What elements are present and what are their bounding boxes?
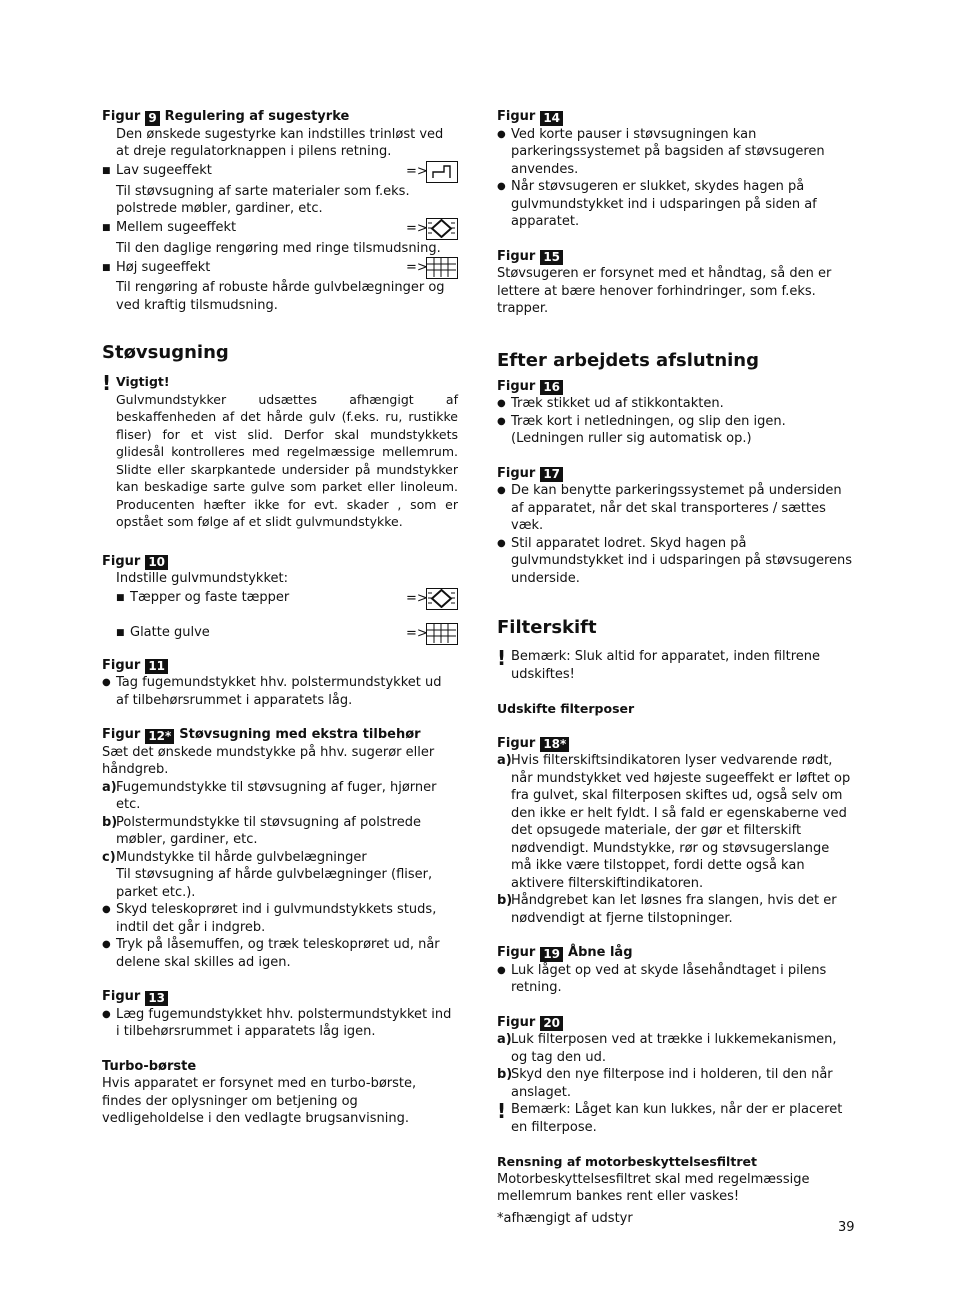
hard-floor-icon [426,623,458,645]
suction-low-desc: Til støvsugning af sarte materialer som f.eks. polstrede møbler, gardiner, etc. [116,183,410,216]
suction-low-label: Lav sugeeffekt [116,163,212,178]
suction-high-label: Høj sugeeffekt [116,259,211,275]
right-column [497,108,853,1206]
suction-medium-row: ■ Mellem sugeeffekt => [102,218,458,240]
list-item: ● Læg fugemundstykket hhv. polstermundstykket ind i tilbehørsrummet i apparatets låg igen. [102,1006,452,1039]
suction-high-row: ■ Høj sugeeffekt => [102,257,458,279]
figure-16-heading: Figur 16 [497,378,853,396]
list-item: a) Fugemundstykke til støvsugning af fuger, hjørner etc. [102,779,437,812]
figure-title: Støvsugning med ekstra tilbehør [179,727,421,742]
figure-17-heading: Figur 17 [497,465,853,483]
carpet-icon [426,588,458,610]
list-item: ● Stil apparatet lodret. Skyd hagen på gulvmundstykket ind i udsparingen på støvsugerens underside. [497,535,853,586]
soft-nozzle-icon [426,161,458,183]
list-item: ● Skyd teleskoprøret ind i gulvmundstykkets studs, indtil det går i indgreb. [102,902,437,935]
figure-title: Regulering af sugestyrke [164,109,350,124]
warning-icon: ! [497,646,507,670]
turbo-brush-heading: Turbo-børste [102,1058,197,1074]
smooth-floor-row: ■ Glatte gulve => [102,623,458,645]
carpet-setting-row: ■ Tæpper og faste tæpper => [102,588,458,610]
list-item: ● Luk låget op ved at skyde låsehåndtaget i pilens retning. [497,962,827,995]
figure-11-heading: Figur 11 [102,657,458,675]
list-item: b) Håndgrebet kan let løsnes fra slangen, hvis det er nødvendigt at fjerne tilstopninger. [497,893,837,926]
hard-floor-icon [426,257,458,279]
figure-label: Figur [102,109,141,124]
section-heading-after-work: Efter arbejdets afslutning [497,349,760,371]
warning-icon: ! [497,1099,507,1123]
figure-10-heading: Figur 10 [102,553,458,571]
list-item: c) Mundstykke til hårde gulvbelægninger [102,849,367,865]
list-item: ● Ved korte pauser i støvsugningen kan parkeringssystemet på bagsiden af støvsugeren anvendes. [497,126,825,177]
figure-10-intro: Indstille gulvmundstykket: [116,571,288,586]
motor-filter-text: Motorbeskyttelsesfiltret skal med regelmæssige mellemrum bankes rent eller vaskes! [497,1171,810,1204]
figure-13-heading: Figur 13 [102,988,458,1006]
figure-title: Åbne låg [568,945,633,960]
list-item: ● Tryk på låsemuffen, og træk teleskoprøret ud, når delene skal skilles ad igen. [102,937,440,970]
section-heading-filter-change: Filterskift [497,617,597,638]
figure-number: 19 [540,947,563,962]
list-item: ● Tag fugemundstykket hhv. polstermundstykket ud af tilbehørsrummet i apparatets låg. [102,675,442,708]
list-item: b) Polstermundstykke til støvsugning af polstrede møbler, gardiner, etc. [102,814,421,847]
figure-number: 9 [145,111,159,126]
page-number: 39 [838,1220,855,1235]
important-text: Gulvmundstykker udsættes afhængigt af beskaffenheden af det hårde gulv (f.eks. ru, rustikke fliser) for et vist slid. Derfor skal mundstykkets glidesål kontrolleres med regelmæssige mellemrum. Slidte eller skarpkantede undersider på mundstykker kan beskadige sarte gulve som parket eller linoleum. Producenten hæfter ikke for evt. skader , som er opstået som følge af et slidt gulvmundstykke. [116,391,458,529]
motor-filter-heading: Rensning af motorbeskyttelsesfiltret [497,1154,757,1169]
figure-12-heading: Figur 12* Støvsugning med ekstra tilbehør [102,727,421,743]
figure-19-heading: Figur 19 Åbne låg [497,945,633,961]
list-item: ● Træk stikket ud af stikkontakten. [497,396,724,411]
figure-number: 11 [145,659,168,674]
warning-icon: ! [102,371,112,395]
footnote: *afhængigt af udstyr [497,1211,633,1226]
figure-number: 13 [145,991,168,1006]
important-notice [102,373,458,531]
section-heading-vacuuming: Støvsugning [102,342,229,363]
list-item: ● Træk kort i netledningen, og slip den igen. (Ledningen ruller sig automatisk op.) [497,413,786,446]
figure-number: 16 [540,380,563,395]
figure-18-heading: Figur 18* [497,735,853,753]
figure-9-heading [102,108,458,126]
list-item: ● De kan benytte parkeringssystemet på undersiden af apparatet, når det skal transporteres / sættes væk. [497,483,842,533]
figure-15-text: Støvsugeren er forsynet med et håndtag, så den er lettere at bære henover forhindringer, som f.eks. trapper. [497,266,832,316]
turbo-brush-text: Hvis apparatet er forsynet med en turbo-børste, findes der oplysninger om betjening og vedligeholdelse i den vedlagte brugsanvisning. [102,1076,417,1126]
list-item: ● Når støvsugeren er slukket, skydes hagen på gulvmundstykket ind i udsparingen på siden af apparatet. [497,179,817,229]
filter-bags-heading: Udskifte filterposer [497,701,635,716]
figure-number: 15 [540,250,563,265]
figure-number: 10 [145,555,168,570]
suction-medium-label: Mellem sugeeffekt [116,220,237,235]
important-title: Vigtigt! [116,374,170,389]
figure-number: 12* [145,729,174,744]
figure-12-intro: Sæt det ønskede mundstykke på hhv. sugerør eller håndgreb. [102,744,435,777]
figure-number: 18* [540,737,569,752]
figure-20-heading: Figur 20 [497,1014,853,1032]
filter-note: ! Bemærk: Sluk altid for apparatet, inden filtrene udskiftes! [497,646,821,682]
carpet-icon [426,218,458,240]
figure-9-intro: Den ønskede sugestyrke kan indstilles trinløst ved at dreje regulatorknappen i pilens retning. [116,126,444,159]
figure-14-heading: Figur 14 [497,108,853,126]
figure-number: 20 [540,1016,563,1031]
list-item: a) Hvis filterskiftsindikatoren lyser vedvarende rødt, når mundstykket ved højeste sugeeffekt er løftet op fra gulvet, skal filterposen skiftes ud, også selv om den ikke er helt fyldt. I så fald er egenskaberne ved det opsugede materiale, der gør et filterskift nødvendigt. Mundstykke, rør og støvsugerslange må ikke være tilstoppet, fordi dette også kan aktivere filterskiftindikatoren. [497,753,851,891]
lid-note: ! Bemærk: Låget kan kun lukkes, når der er placeret en filterpose. [497,1099,843,1135]
suction-medium-desc: Til den daglige rengøring med ringe tilsmudsning. [116,240,441,256]
list-item: a) Luk filterposen ved at trække i lukkemekanismen, og tag den ud. [497,1032,837,1065]
figure-number: 14 [540,111,563,126]
figure-15-heading: Figur 15 [497,248,853,266]
suction-high-desc: Til rengøring af robuste hårde gulvbelægninger og ved kraftig tilsmudsning. [116,280,445,313]
left-column: Figur 9 Regulering af sugestyrke Den ønskede sugestyrke kan indstilles trinløst ved at dreje regulatorknappen i pilens retning. ■ Lav sugeeffekt => Til støvsugning af sarte materialer som f.eks. polstrede møbler, gardiner, etc. ■ Mellem sugeeffekt => Til den daglige rengøring med ringe tilsmudsning. ■ Høj sugeeffekt => Til rengøring af robuste hårde gulvbelægninger og ved kraftig tilsmudsning. Støvsugning ! Vigtigt! Gulvmundstykker udsættes afhængigt af beskaffenheden af det hårde gulv (f.eks. ru, rustikke fliser) for et vist slid. Derfor skal mundstykkets glidesål kontrolleres med regelmæssige mellemrum. Slidte eller skarpkantede undersider på mundstykker kan beskadige sarte gulve som parket eller linoleum. Producenten hæfter ikke for evt. skader , som er opstået som følge af et slidt gulvmundstykke. Figur 10 Indstille gulvmundstykket: ■ Tæpper og faste tæpper => ■ Glatte gulve => Figur 11 ● Tag fugemundstykket hhv. polstermundstykket ud af tilbehørsrummet i apparatets låg. Figur 12* Støvsugning med ekstra tilbehør Sæt det ønskede mundstykke på hhv. sugerør eller håndgreb. a) Fugemundstykke til støvsugning af fuger, hjørner etc. b) Polstermundstykke til støvsugning af polstrede møbler, gardiner, etc. c) Mundstykke til hårde gulvbelægninger Til støvsugning af hårde gulvbelægninger (fliser, parket etc.). ● Skyd teleskoprøret ind i gulvmundstykkets studs, indtil det går i indgreb. ● Tryk på låsemuffen, og træk teleskoprøret ud, når delene skal skilles ad igen. Figur 13 ● Læg fugemundstykket hhv. polstermundstykket ind i tilbehørsrummet i apparatets låg igen. Turbo-børste Hvis apparatet er forsynet med en turbo-børste, findes der oplysninger om betjening og vedligeholdelse i den vedlagte brugsanvisning. [102,109,458,1126]
figure-number: 17 [540,467,563,482]
list-item: b) Skyd den nye filterpose ind i holderen, til den når anslaget. [497,1067,833,1100]
suction-low-row: ■ Lav sugeeffekt => [102,161,458,183]
